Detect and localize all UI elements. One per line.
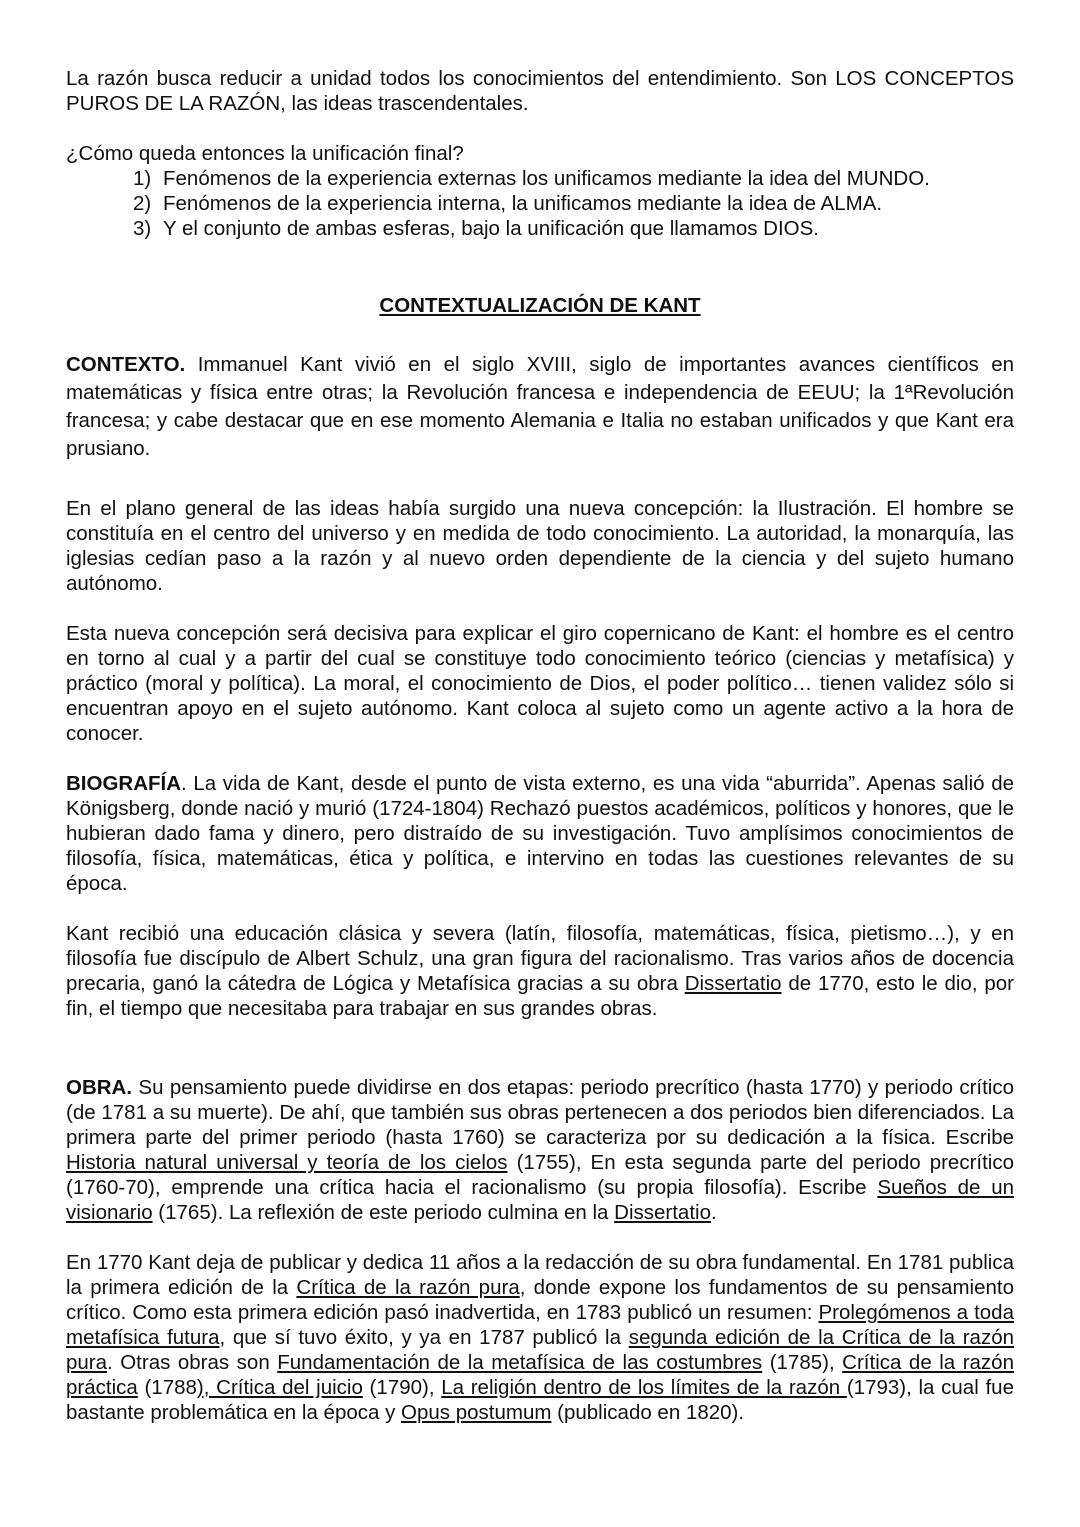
work-title: ), Crítica del juicio bbox=[196, 1376, 363, 1399]
work-title: Sueños de un visionario bbox=[66, 1176, 1014, 1224]
contexto-label: CONTEXTO. bbox=[66, 353, 186, 376]
unification-question: ¿Cómo queda entonces la unificación final? bbox=[66, 142, 464, 165]
work-title: Dissertatio bbox=[684, 972, 782, 995]
work-title: La religión dentro de los límites de la razón bbox=[441, 1376, 847, 1399]
list-item: 2) Fenómenos de la experiencia interna, la unificamos mediante la idea de ALMA. bbox=[133, 192, 883, 215]
section-title: CONTEXTUALIZACIÓN DE KANT bbox=[379, 294, 701, 317]
work-title: Crítica de la razón práctica bbox=[66, 1351, 1014, 1399]
biografia-label: BIOGRAFÍA bbox=[66, 772, 182, 795]
work-title: Prolegómenos a toda metafísica futura bbox=[66, 1301, 1014, 1349]
work-title: Opus postumum bbox=[401, 1401, 552, 1424]
contexto-paragraph: CONTEXTO. Immanuel Kant vivió en el siglo XVIII, siglo de importantes avances científicos en matemáticas y física entre otras; la Revolución francesa e independencia de EEUU; la 1ªRevolución francesa; y cabe destacar que en ese momento Alemania e Italia no estaban unificados y que Kant era prusiano. bbox=[66, 353, 1014, 460]
intro-paragraph: La razón busca reducir a unidad todos los conocimientos del entendimiento. Son LOS CONCEPTOS PUROS DE LA RAZÓN, las ideas trascendentales. bbox=[66, 67, 1014, 115]
obra-paragraph: OBRA. Su pensamiento puede dividirse en dos etapas: periodo precrítico (hasta 1770) y periodo crítico (de 1781 a su muerte). De ahí, que también sus obras pertenecen a dos periodos bien diferenciados. La primera parte del primer periodo (hasta 1760) se caracteriza por su dedicación a la física. Escribe Historia natural universal y teoría de los cielos (1755), En esta segunda parte del periodo precrítico (1760-70), emprende una crítica hacia el racionalismo (su propia filosofía). Escribe Sueños de un visionario (1765). La reflexión de este periodo culmina en la Dissertatio. bbox=[66, 1076, 1014, 1224]
obra-label: OBRA. bbox=[66, 1076, 133, 1099]
document-page bbox=[66, 66, 1014, 1425]
list-item: 3) Y el conjunto de ambas esferas, bajo la unificación que llamamos DIOS. bbox=[133, 217, 819, 240]
work-title: Historia natural universal y teoría de los cielos bbox=[66, 1151, 508, 1174]
biografia-paragraph: BIOGRAFÍA. La vida de Kant, desde el punto de vista externo, es una vida “aburrida”. Apenas salió de Königsberg, donde nació y murió (1724-1804) Rechazó puestos académicos, políticos y honores, que le hubieran dado fama y dinero, pero distraído de su investigación. Tuvo amplísimos conocimientos de filosofía, física, matemáticas, ética y política, e intervino en todas las cuestiones relevantes de su época. bbox=[66, 772, 1014, 895]
work-title: Fundamentación de la metafísica de las costumbres bbox=[277, 1351, 763, 1374]
ilustracion-paragraph: En el plano general de las ideas había surgido una nueva concepción: la Ilustración. El hombre se constituía en el centro del universo y en medida de todo conocimiento. La autoridad, la monarquía, las iglesias cedían paso a la razón y al nuevo orden dependiente de la ciencia y del sujeto humano autónomo. bbox=[66, 497, 1014, 595]
work-title: Dissertatio bbox=[614, 1201, 711, 1224]
work-title: Crítica de la razón pura bbox=[296, 1276, 520, 1299]
educacion-paragraph: Kant recibió una educación clásica y severa (latín, filosofía, matemáticas, física, pietismo…), y en filosofía fue discípulo de Albert Schulz, una gran figura del racionalismo. Tras varios años de docencia precaria, ganó la cátedra de Lógica y Metafísica gracias a su obra Dissertatio de 1770, esto le dio, por fin, el tiempo que necesitaba para trabajar en sus grandes obras. bbox=[66, 922, 1014, 1020]
work-title: segunda edición de la Crítica de la razón pura bbox=[66, 1326, 1015, 1374]
unification-list bbox=[66, 166, 1014, 241]
list-item: 1) Fenómenos de la experiencia externas los unificamos mediante la idea del MUNDO. bbox=[133, 167, 930, 190]
obra2-paragraph: En 1770 Kant deja de publicar y dedica 11 años a la redacción de su obra fundamental. En 1781 publica la primera edición de la Crítica de la razón pura, donde expone los fundamentos de su pensamiento crítico. Como esta primera edición pasó inadvertida, en 1783 publicó un resumen: Prolegómenos a toda metafísica futura, que sí tuvo éxito, y ya en 1787 publicó la segunda edición de la Crítica de la razón pura. Otras obras son Fundamentación de la metafísica de las costumbres (1785), Crítica de la razón práctica (1788), Crítica del juicio (1790), La religión dentro de los límites de la razón (1793), la cual fue bastante problemática en la época y Opus postumum (publicado en 1820). bbox=[66, 1251, 1015, 1424]
giro-paragraph: Esta nueva concepción será decisiva para explicar el giro copernicano de Kant: el hombre es el centro en torno al cual y a partir del cual se constituye todo conocimiento teórico (ciencias y metafísica) y práctico (moral y política). La moral, el conocimiento de Dios, el poder político… tienen validez sólo si encuentran apoyo en el sujeto autónomo. Kant coloca al sujeto como un agente activo a la hora de conocer. bbox=[66, 622, 1014, 745]
